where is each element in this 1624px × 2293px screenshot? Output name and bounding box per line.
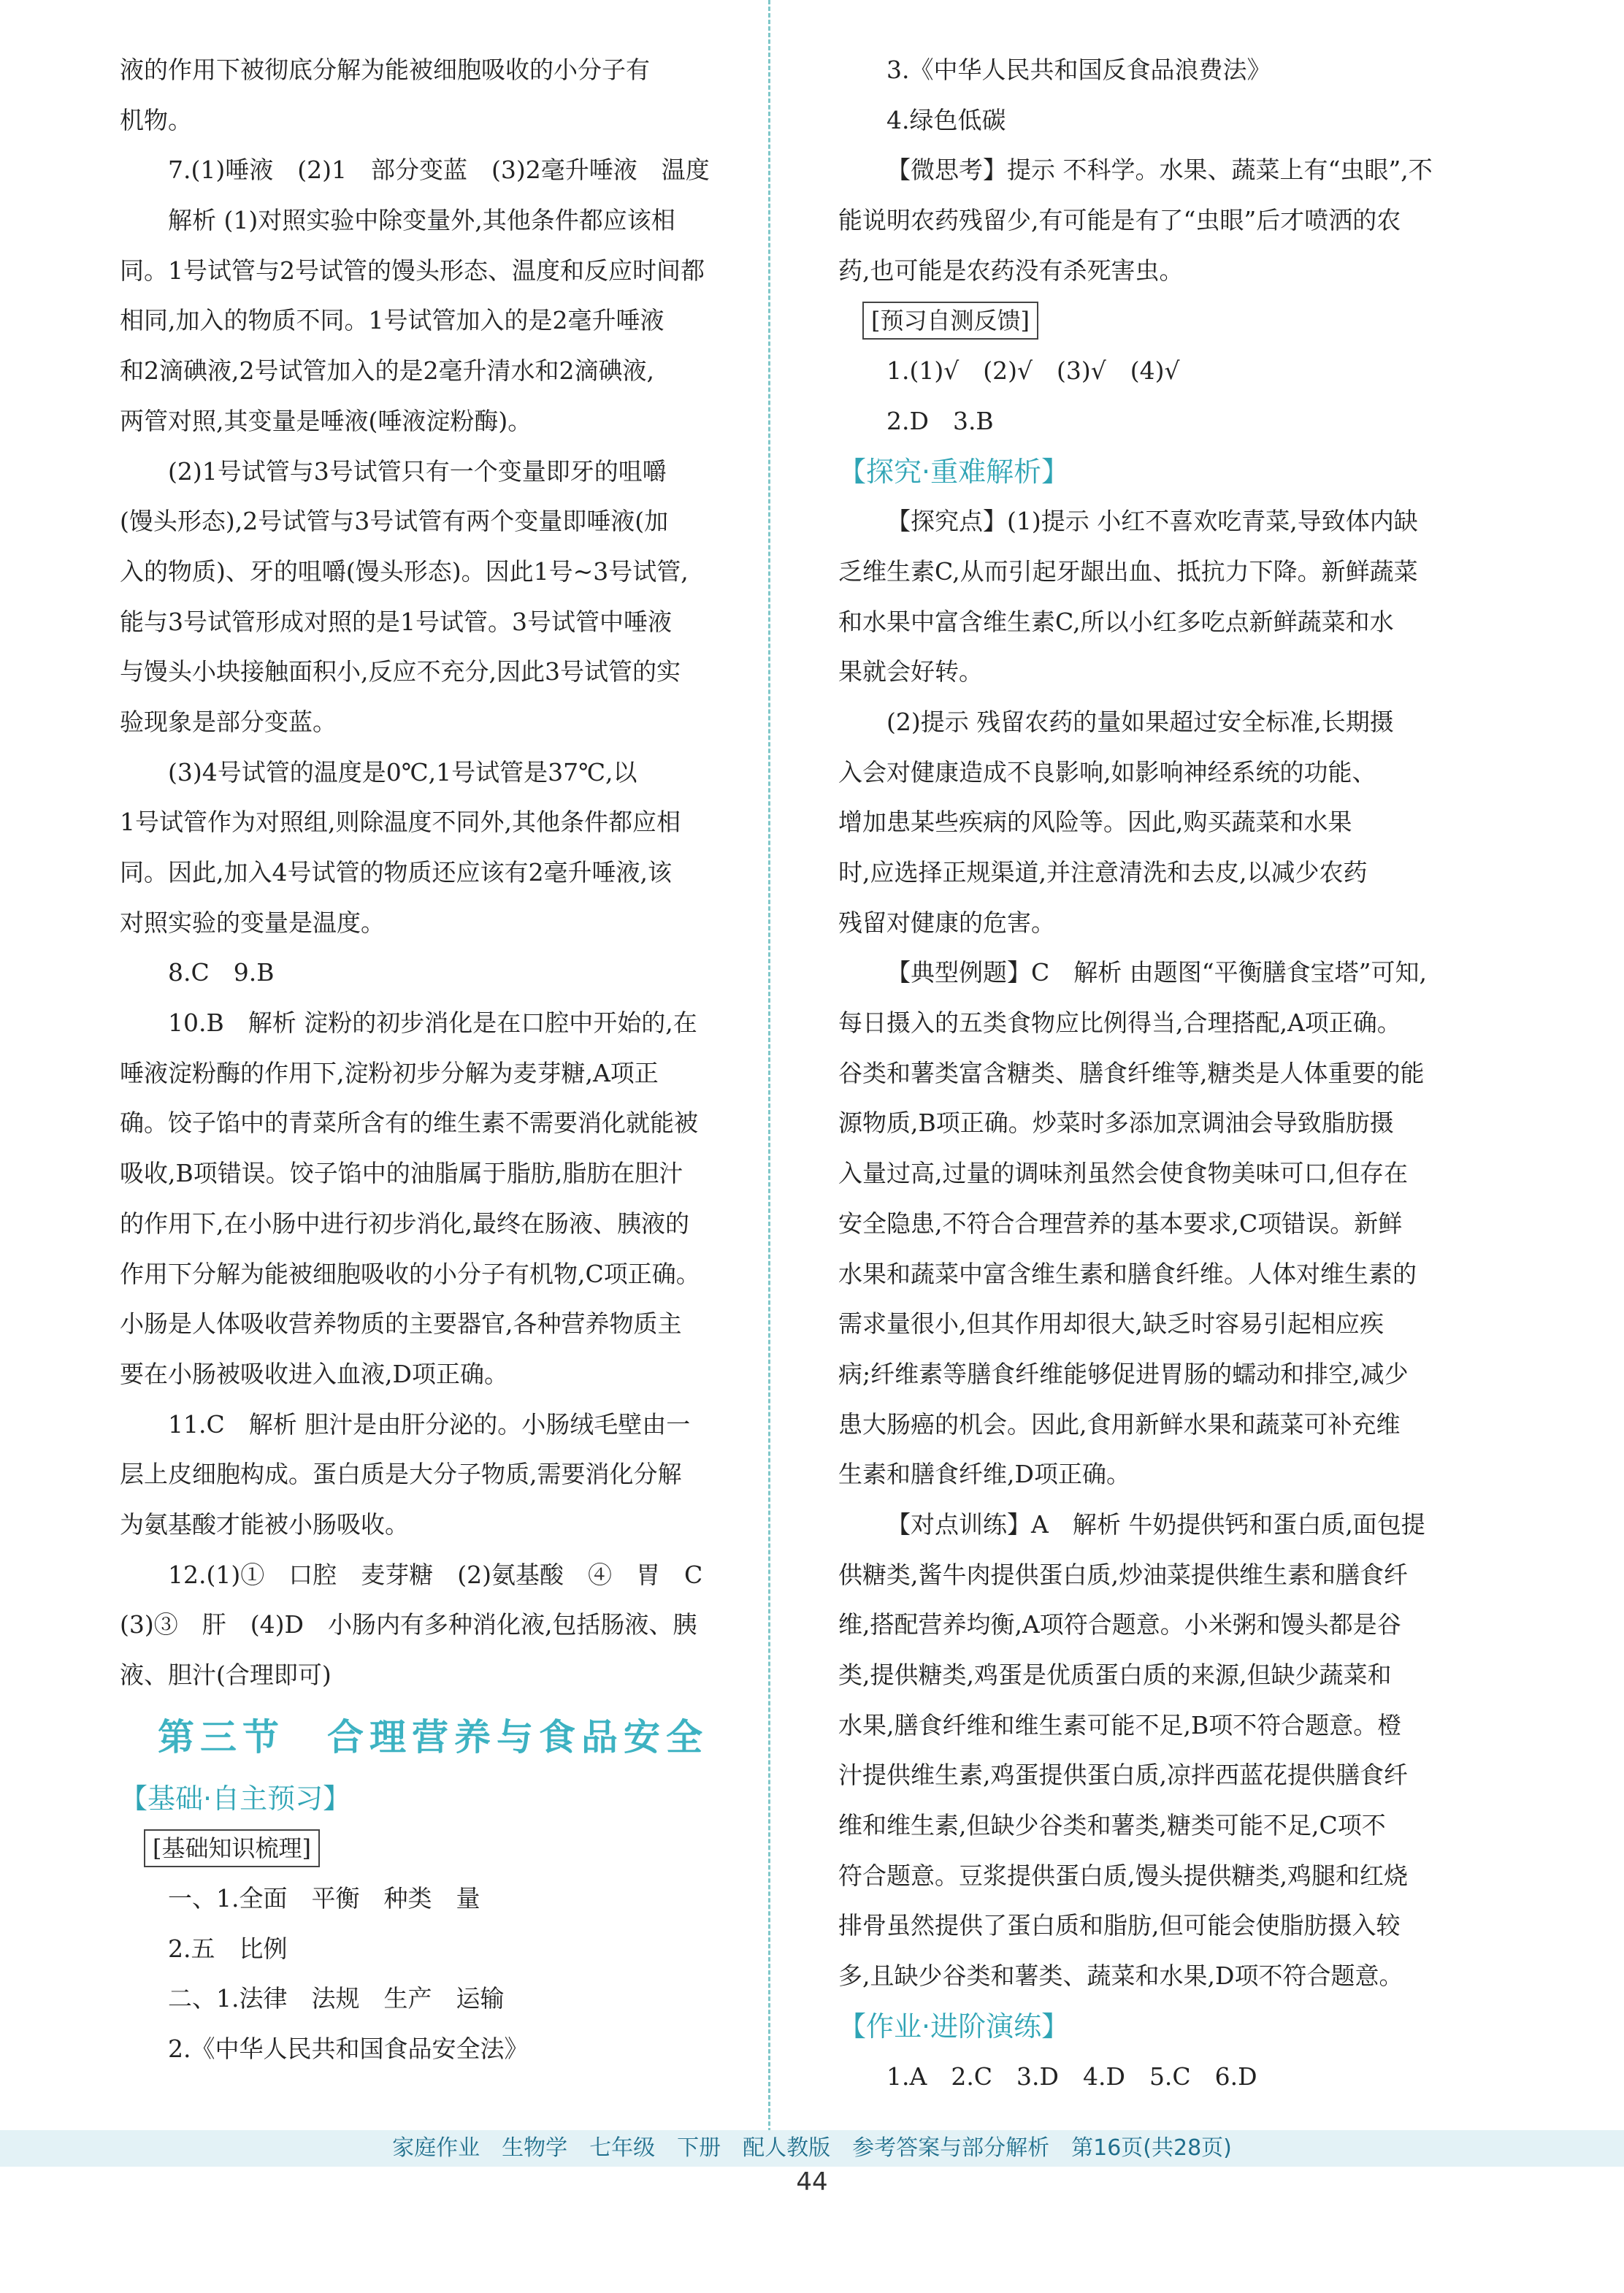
text-line: 与馒头小块接触面积小,反应不充分,因此3号试管的实 (120, 657, 681, 686)
text-line: 多,且缺少谷类和薯类、蔬菜和水果,D项不符合题意。 (838, 1961, 1403, 1991)
section-heading: 【探究·重难解析】 (838, 455, 1070, 488)
text-line: 源物质,B项正确。炒菜时多添加烹调油会导致脂肪摄 (838, 1109, 1394, 1138)
text-line: 和水果中富含维生素C,所以小红多吃点新鲜蔬菜和水 (838, 607, 1394, 636)
text-line: 1号试管作为对照组,则除温度不同外,其他条件都应相 (120, 808, 681, 837)
subsection-label: [预习自测反馈] (862, 302, 1038, 340)
text-line: 时,应选择正规渠道,并注意清洗和去皮,以减少农药 (838, 858, 1368, 887)
text-line: 液、胆汁(合理即可) (120, 1661, 332, 1689)
text-line: 相同,加入的物质不同。1号试管加入的是2毫升唾液 (120, 306, 664, 335)
text-line: 残留对健康的危害。 (838, 908, 1055, 937)
text-line: 药,也可能是农药没有杀死害虫。 (838, 256, 1184, 285)
text-line: 水果和蔬菜中富含维生素和膳食纤维。人体对维生素的 (838, 1259, 1417, 1288)
text-line: 为氨基酸才能被小肠吸收。 (120, 1509, 409, 1539)
paragraph-start: (3)4号试管的温度是0℃,1号试管是37℃,以 (168, 757, 637, 786)
text-line: 验现象是部分变蓝。 (120, 707, 337, 736)
subsection-wrapper (120, 1823, 757, 1874)
text-line: 作用下分解为能被细胞吸收的小分子有机物,C项正确。 (120, 1259, 700, 1288)
text-line: 汁提供维生素,鸡蛋提供蛋白质,凉拌西蓝花提供膳食纤 (838, 1761, 1408, 1790)
answer-line: 2.五 比例 (168, 1934, 288, 1963)
text-line: 入的物质)、牙的咀嚼(馒头形态)。因此1号~3号试管, (120, 556, 689, 586)
footer-bar: 家庭作业 生物学 七年级 下册 配人教版 参考答案与部分解析 第16页(共28页) (0, 2130, 1624, 2167)
text-line: 小肠是人体吸收营养物质的主要器官,各种营养物质主 (120, 1309, 682, 1339)
text-line: (3)③ 肝 (4)D 小肠内有多种消化液,包括肠液、胰 (120, 1610, 697, 1639)
page-number: 44 (796, 2167, 828, 2197)
answer-line: 7.(1)唾液 (2)1 部分变蓝 (3)2毫升唾液 温度 (168, 156, 710, 185)
answer-line: 一、1.全面 平衡 种类 量 (168, 1884, 480, 1913)
answer-line: 【探究点】(1)提示 小红不喜欢吃青菜,导致体内缺 (886, 507, 1418, 536)
right-column (838, 45, 1475, 2102)
chapter-title: 第三节 合理营养与食品安全 (158, 1715, 708, 1758)
text-line: 乏维生素C,从而引起牙龈出血、抵抗力下降。新鲜蔬菜 (838, 556, 1418, 586)
text-line: 水果,膳食纤维和维生素可能不足,B项不符合题意。橙 (838, 1710, 1402, 1739)
text-line: 生素和膳食纤维,D项正确。 (838, 1460, 1130, 1489)
text-line: 患大肠癌的机会。因此,食用新鲜水果和蔬菜可补充维 (838, 1409, 1401, 1439)
answer-line: 2.D 3.B (886, 406, 994, 435)
answer-line: 【对点训练】A 解析 牛奶提供钙和蛋白质,面包提 (886, 1509, 1425, 1539)
text-line: 吸收,B项错误。饺子馅中的油脂属于脂肪,脂肪在胆汁 (120, 1159, 683, 1188)
paragraph-start: (2)提示 残留农药的量如果超过安全标准,长期摄 (886, 707, 1394, 736)
section-heading: 【作业·进阶演练】 (838, 2010, 1070, 2043)
text-line: 排骨虽然提供了蛋白质和脂肪,但可能会使脂肪摄入较 (838, 1911, 1401, 1940)
text-line: 类,提供糖类,鸡蛋是优质蛋白质的来源,但缺少蔬菜和 (838, 1661, 1392, 1689)
text-line: 维和维生素,但缺少谷类和薯类,糖类可能不足,C项不 (838, 1811, 1386, 1840)
text-line: 对照实验的变量是温度。 (120, 908, 385, 937)
answer-line: 1.(1)√ (2)√ (3)√ (4)√ (886, 356, 1180, 386)
text-line: 液的作用下被彻底分解为能被细胞吸收的小分子有 (120, 55, 650, 84)
answer-line: 3.《中华人民共和国反食品浪费法》 (886, 55, 1271, 84)
subsection-wrapper (838, 296, 1475, 346)
text-line: (馒头形态),2号试管与3号试管有两个变量即唾液(加 (120, 507, 669, 536)
text-line: 果就会好转。 (838, 657, 983, 686)
text-line: 入会对健康造成不良影响,如影响神经系统的功能、 (838, 757, 1376, 786)
column-divider (768, 0, 770, 2132)
text-line: 病;纤维素等膳食纤维能够促进胃肠的蠕动和排空,减少 (838, 1359, 1409, 1388)
section-heading: 【基础·自主预习】 (120, 1782, 351, 1815)
paragraph-start: 解析 (1)对照实验中除变量外,其他条件都应该相 (168, 206, 675, 235)
text-line: 每日摄入的五类食物应比例得当,合理搭配,A项正确。 (838, 1008, 1401, 1038)
answer-line: 【微思考】提示 不科学。水果、蔬菜上有“虫眼”,不 (886, 156, 1433, 185)
answer-line: 【典型例题】C 解析 由题图“平衡膳食宝塔”可知, (886, 958, 1427, 987)
text-line: 两管对照,其变量是唾液(唾液淀粉酶)。 (120, 406, 532, 435)
text-line: 入量过高,过量的调味剂虽然会使食物美味可口,但存在 (838, 1159, 1408, 1188)
text-line: 增加患某些疾病的风险等。因此,购买蔬菜和水果 (838, 808, 1352, 837)
text-line: 符合题意。豆浆提供蛋白质,馒头提供糖类,鸡腿和红烧 (838, 1861, 1408, 1890)
text-line: 确。饺子馅中的青菜所含有的维生素不需要消化就能被 (120, 1109, 698, 1138)
text-line: 要在小肠被吸收进入血液,D项正确。 (120, 1359, 508, 1388)
text-line: 能与3号试管形成对照的是1号试管。3号试管中唾液 (120, 607, 672, 636)
answer-line: 8.C 9.B (168, 958, 275, 987)
answer-line: 12.(1)① 口腔 麦芽糖 (2)氨基酸 ④ 胃 C (168, 1560, 703, 1589)
text-line: 的作用下,在小肠中进行初步消化,最终在肠液、胰液的 (120, 1209, 689, 1238)
text-line: 需求量很小,但其作用却很大,缺乏时容易引起相应疾 (838, 1309, 1384, 1339)
text-line: 维,搭配营养均衡,A项符合题意。小米粥和馒头都是谷 (838, 1610, 1401, 1639)
text-line: 层上皮细胞构成。蛋白质是大分子物质,需要消化分解 (120, 1460, 682, 1489)
answer-line: 4.绿色低碳 (886, 105, 1006, 134)
answer-line: 10.B 解析 淀粉的初步消化是在口腔中开始的,在 (168, 1008, 697, 1038)
answer-line: 11.C 解析 胆汁是由肝分泌的。小肠绒毛壁由一 (168, 1409, 691, 1439)
text-line: 能说明农药残留少,有可能是有了“虫眼”后才喷洒的农 (838, 206, 1401, 235)
text-line: 同。1号试管与2号试管的馒头形态、温度和反应时间都 (120, 256, 705, 285)
text-line: 和2滴碘液,2号试管加入的是2毫升清水和2滴碘液, (120, 356, 654, 386)
answer-line: 二、1.法律 法规 生产 运输 (168, 1984, 505, 2013)
text-line: 安全隐患,不符合合理营养的基本要求,C项错误。新鲜 (838, 1209, 1403, 1238)
text-line: 唾液淀粉酶的作用下,淀粉初步分解为麦芽糖,A项正 (120, 1058, 659, 1087)
text-line: 谷类和薯类富含糖类、膳食纤维等,糖类是人体重要的能 (838, 1058, 1425, 1087)
text-line: 供糖类,酱牛肉提供蛋白质,炒油菜提供维生素和膳食纤 (838, 1560, 1408, 1589)
paragraph-start: (2)1号试管与3号试管只有一个变量即牙的咀嚼 (168, 456, 667, 486)
text-line: 同。因此,加入4号试管的物质还应该有2毫升唾液,该 (120, 858, 672, 887)
answer-line: 2.《中华人民共和国食品安全法》 (168, 2034, 529, 2064)
text-line: 机物。 (120, 105, 192, 134)
answer-line: 1.A 2.C 3.D 4.D 5.C 6.D (886, 2062, 1257, 2091)
subsection-label: [基础知识梳理] (144, 1829, 320, 1867)
left-column (120, 45, 757, 2075)
